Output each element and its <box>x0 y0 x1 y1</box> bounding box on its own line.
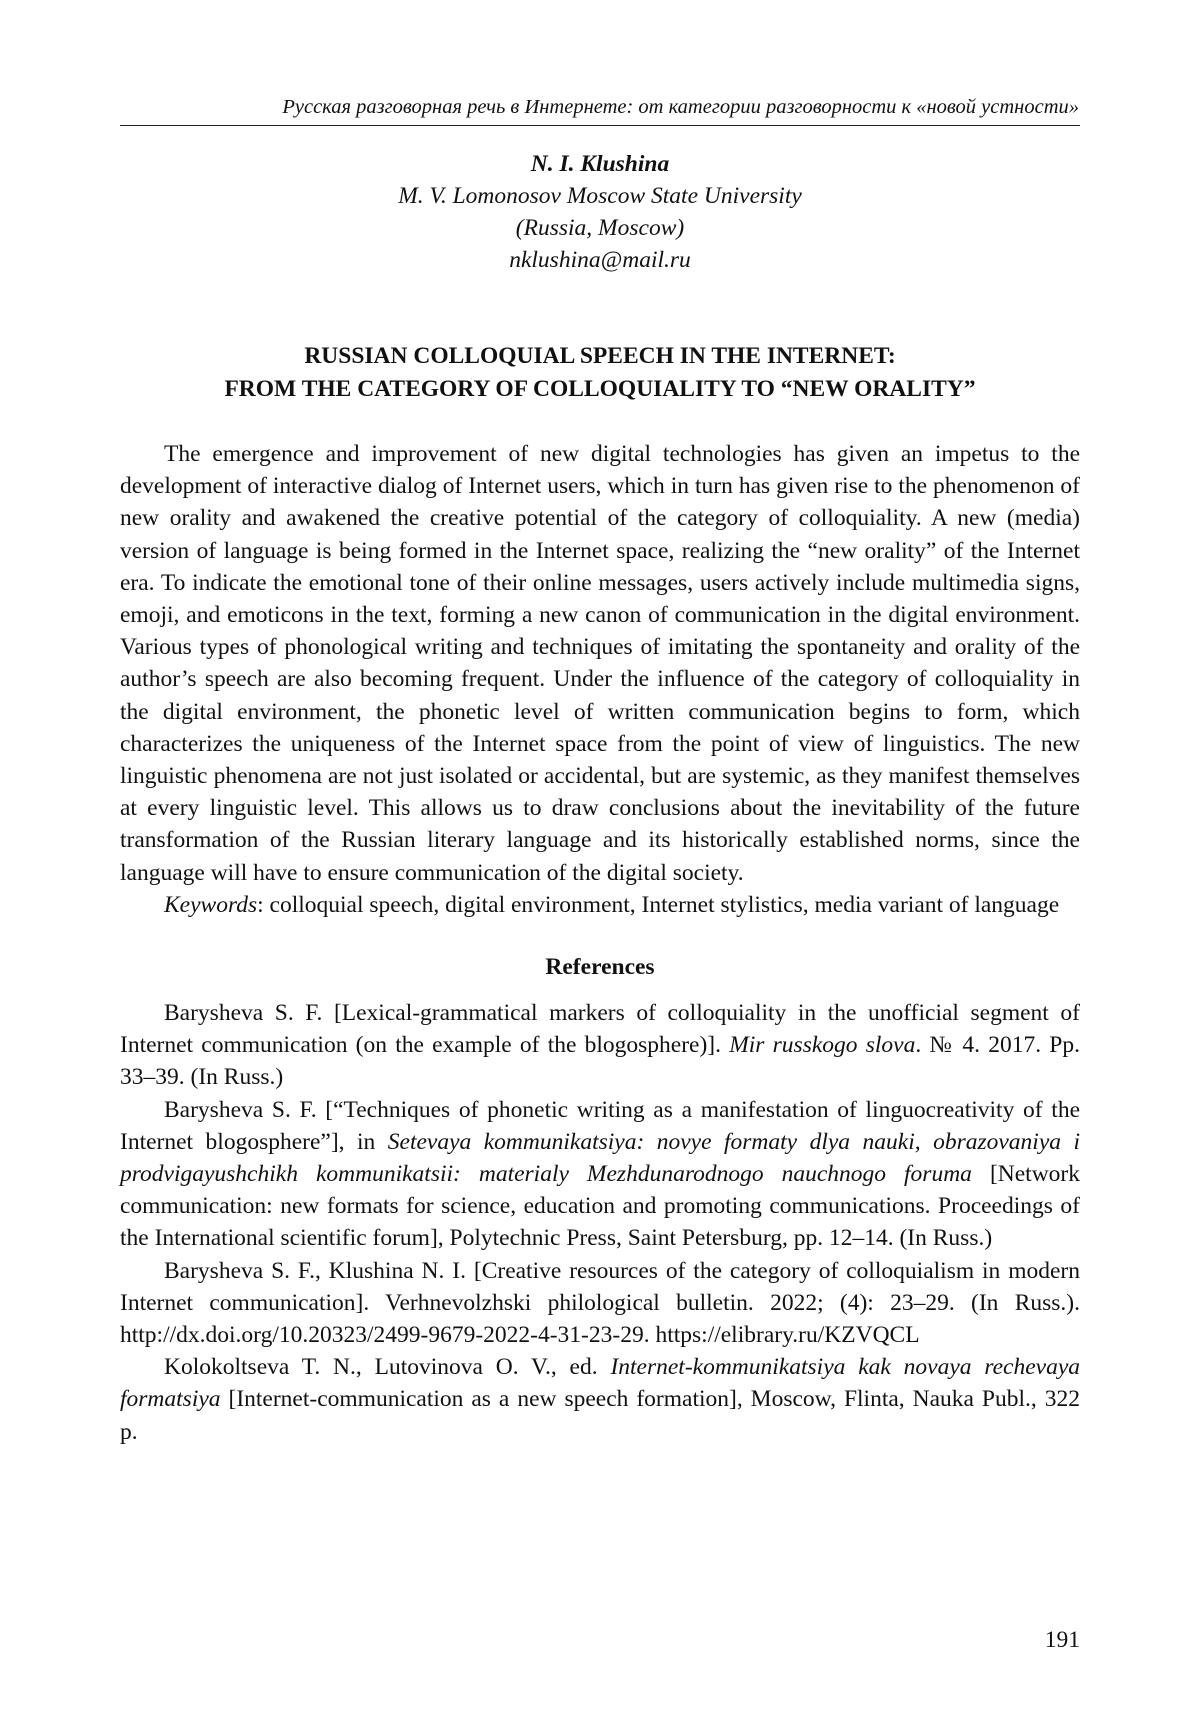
reference-item <box>120 997 1080 1094</box>
abstract-text: The emergence and improvement of new digital technologies has given an impetus to the development of interactive dialog of Internet users, which in turn has given rise to the phenomenon of new orality and awakened the creative potential of the category of colloquiality. A new (media) version of language is being formed in the Internet space, realizing the “new orality” of the Internet era. To indicate the emotional tone of their online messages, users actively include multimedia signs, emoji, and emoticons in the text, forming a new canon of communication in the digital environment. Various types of phonological writing and techniques of imitating the spontaneity and orality of the author’s speech are also becoming frequent. Under the influence of the category of colloquiality in the digital environment, the phonetic level of written communication begins to form, which characterizes the uniqueness of the Internet space from the point of view of linguistics. The new linguistic phenomena are not just isolated or accidental, but are systemic, as they manifest themselves at every linguistic level. This allows us to draw conclusions about the inevitability of the future transformation of the Russian literary language and its historically established norms, since the language will have to ensure communication of the digital society. <box>120 441 1080 886</box>
title-line-1: RUSSIAN COLLOQUIAL SPEECH IN THE INTERNET: <box>304 343 896 369</box>
reference-details: . № 4. 2017. Pp. 33–39. (In Russ.) <box>120 1032 1080 1091</box>
reference-item <box>120 1255 1080 1352</box>
reference-text: Barysheva S. F., Klushina N. I. [Creative resources of the category of colloquialism in modern Internet communication]. Verhnevolzhski philological bulletin. 2022; (4): 23–29. (In Russ.). http://dx.doi.org/10.20323/2499-9679-2022-4-31-23-29. https://elibrary.ru/KZVQCL <box>120 1257 1080 1349</box>
title-line-2: FROM THE CATEGORY OF COLLOQUIALITY TO “NEW ORALITY” <box>224 376 976 402</box>
reference-title: Mir russkogo slova <box>729 1032 916 1059</box>
keywords-list: : colloquial speech, digital environment, Internet stylistics, media variant of language <box>257 891 1060 918</box>
reference-title: Setevaya kommunikatsiya: novye formaty dlya nauki, obrazovaniya i prodvigayushchikh kommunikatsii: materialy Mezhdunarodnogo nauchnogo foruma <box>120 1128 1080 1188</box>
keywords-label: Keywords <box>164 891 258 918</box>
author-email: nklushina@mail.ru <box>509 247 691 273</box>
author-block <box>120 148 1080 276</box>
references-list <box>120 997 1080 1448</box>
running-header: Русская разговорная речь в Интернете: от категории разговорности к «новой устности» <box>120 96 1080 126</box>
keywords <box>120 889 1080 921</box>
page-number: 191 <box>1044 1627 1080 1653</box>
reference-title: Internet-kommunikatsiya kak novaya rechevaya formatsiya <box>120 1354 1081 1413</box>
reference-text: Barysheva S. F. [Lexical-grammatical markers of colloquiality in the unofficial segment of Internet communication (on the example of the blogosphere)]. <box>120 1000 1080 1059</box>
reference-item <box>120 1094 1080 1255</box>
reference-text: Kolokoltseva T. N., Lutovinova O. V., ed. <box>164 1354 611 1381</box>
article-title <box>120 340 1080 406</box>
reference-details: [Internet-communication as a new speech formation], Moscow, Flinta, Nauka Publ., 322 p. <box>120 1386 1080 1445</box>
author-name: N. I. Klushina <box>530 151 670 177</box>
author-location: (Russia, Moscow) <box>515 215 685 241</box>
page-content <box>120 96 1080 1448</box>
abstract <box>120 438 1080 921</box>
author-affiliation: M. V. Lomonosov Moscow State University <box>398 183 802 209</box>
reference-details: [Network communication: new formats for science, education and promoting communications. Proceedings of the International scientific forum], Polytechnic Press, Saint Petersburg, pp. 12–14. (In Russ.) <box>120 1161 1080 1252</box>
references-heading: References <box>545 954 655 981</box>
reference-text: Barysheva S. F. [“Techniques of phonetic writing as a manifestation of linguocreativity of the Internet blogosphere”], in <box>120 1096 1080 1155</box>
reference-item <box>120 1351 1080 1448</box>
